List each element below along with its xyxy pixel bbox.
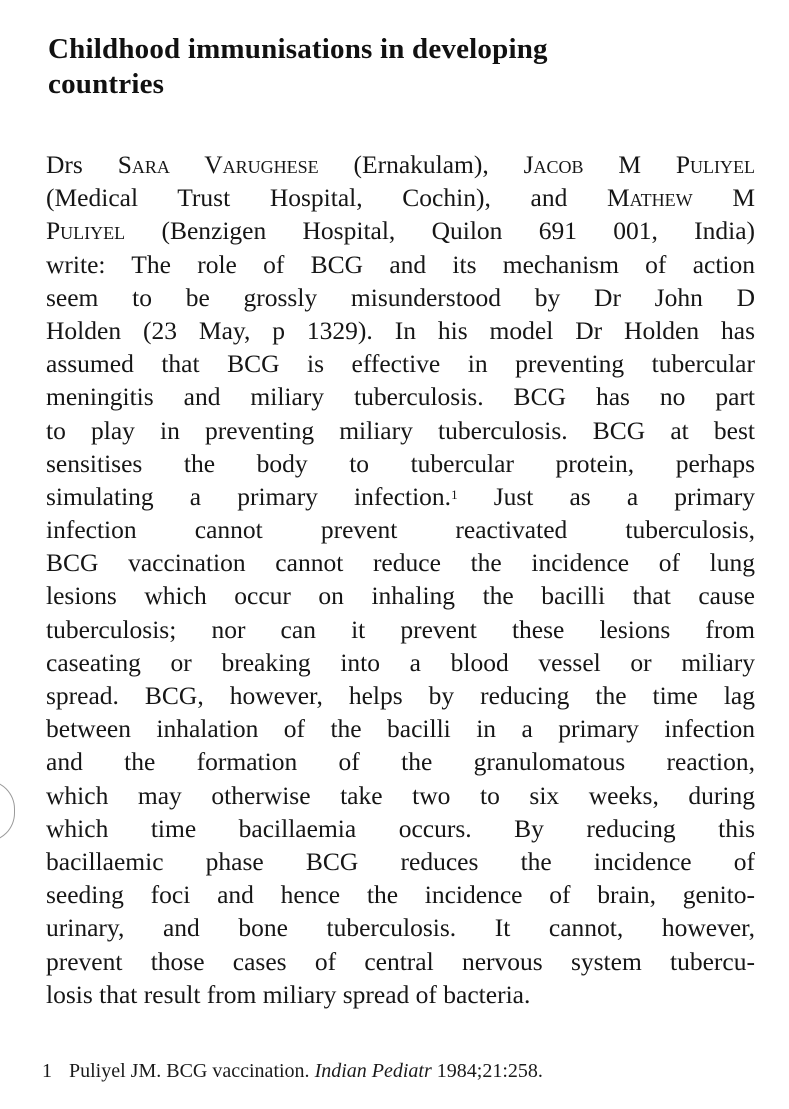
article-body <box>46 148 755 1011</box>
affiliation-3: (Benzigen Hospital, Quilon 691 001, India) <box>161 216 756 246</box>
body-line: and the formation of the granulomatous reaction, <box>46 747 755 777</box>
affiliation-1: (Ernakulam), <box>353 150 489 179</box>
byline-prefix: Drs <box>46 150 83 179</box>
body-line-part: simulating a primary infection. <box>46 481 452 511</box>
body-line: write: The role of BCG and its mechanism of action <box>46 249 755 279</box>
body-line: Holden (23 May, p 1329). In his model Dr Holden has <box>46 315 755 345</box>
body-line-with-citation <box>46 480 755 513</box>
body-line: assumed that BCG is effective in preventing tubercular <box>46 349 755 379</box>
scan-margin-mark <box>0 780 15 842</box>
body-line: to play in preventing miliary tuberculosis. BCG at best <box>46 415 755 445</box>
body-line: meningitis and miliary tuberculosis. BCG has no part <box>46 382 755 412</box>
article-title-line-1: Childhood immunisations in developing <box>48 33 548 65</box>
body-line: bacillaemic phase BCG reduces the incidence of <box>46 846 755 876</box>
byline-line-1 <box>46 148 755 181</box>
footnote-title: BCG vaccination. <box>166 1060 310 1082</box>
body-line: caseating or breaking into a blood vessel or miliary <box>46 647 755 677</box>
author-2: Jacob M Puliyel <box>523 150 756 179</box>
body-line: which time bacillaemia occurs. By reducing this <box>46 813 755 843</box>
footnote-authors: Puliyel JM. <box>69 1060 162 1082</box>
article-title-line-2: countries <box>48 68 165 100</box>
footnote-number: 1 <box>42 1060 52 1082</box>
body-line: spread. BCG, however, helps by reducing the time lag <box>46 681 755 710</box>
body-line: tuberculosis; nor can it prevent these lesions from <box>46 614 755 644</box>
footnote-details: 1984;21:258. <box>436 1060 543 1082</box>
body-line: infection cannot prevent reactivated tuberculosis, <box>46 515 755 545</box>
body-line: seeding foci and hence the incidence of brain, genito- <box>46 880 755 910</box>
body-line-last: losis that result from miliary spread of bacteria. <box>46 979 531 1009</box>
author-3-first: Mathew M <box>607 183 755 213</box>
footnote-journal: Indian Pediatr <box>314 1060 432 1082</box>
article-title <box>48 32 728 102</box>
affiliation-2: (Medical Trust Hospital, Cochin), and <box>46 183 568 213</box>
author-3-last: Puliyel <box>46 216 126 246</box>
body-line: seem to be grossly misunderstood by Dr John D <box>46 282 755 312</box>
footnote-reference <box>42 1060 543 1083</box>
author-1: Sara Varughese <box>117 150 319 179</box>
body-line: between inhalation of the bacilli in a primary infection <box>46 714 755 744</box>
body-line: lesions which occur on inhaling the bacilli that cause <box>46 581 755 611</box>
body-line: BCG vaccination cannot reduce the incidence of lung <box>46 548 755 578</box>
body-line: urinary, and bone tuberculosis. It cannot, however, <box>46 913 755 943</box>
body-line: sensitises the body to tubercular protein, perhaps <box>46 448 755 478</box>
body-line: which may otherwise take two to six weeks, during <box>46 780 755 810</box>
byline-line-3 <box>46 214 755 247</box>
body-line: prevent those cases of central nervous system tubercu- <box>46 946 755 976</box>
body-line-part: Just as a primary <box>493 481 755 511</box>
citation-marker[interactable]: 1 <box>451 486 458 502</box>
byline-line-2 <box>46 181 755 214</box>
